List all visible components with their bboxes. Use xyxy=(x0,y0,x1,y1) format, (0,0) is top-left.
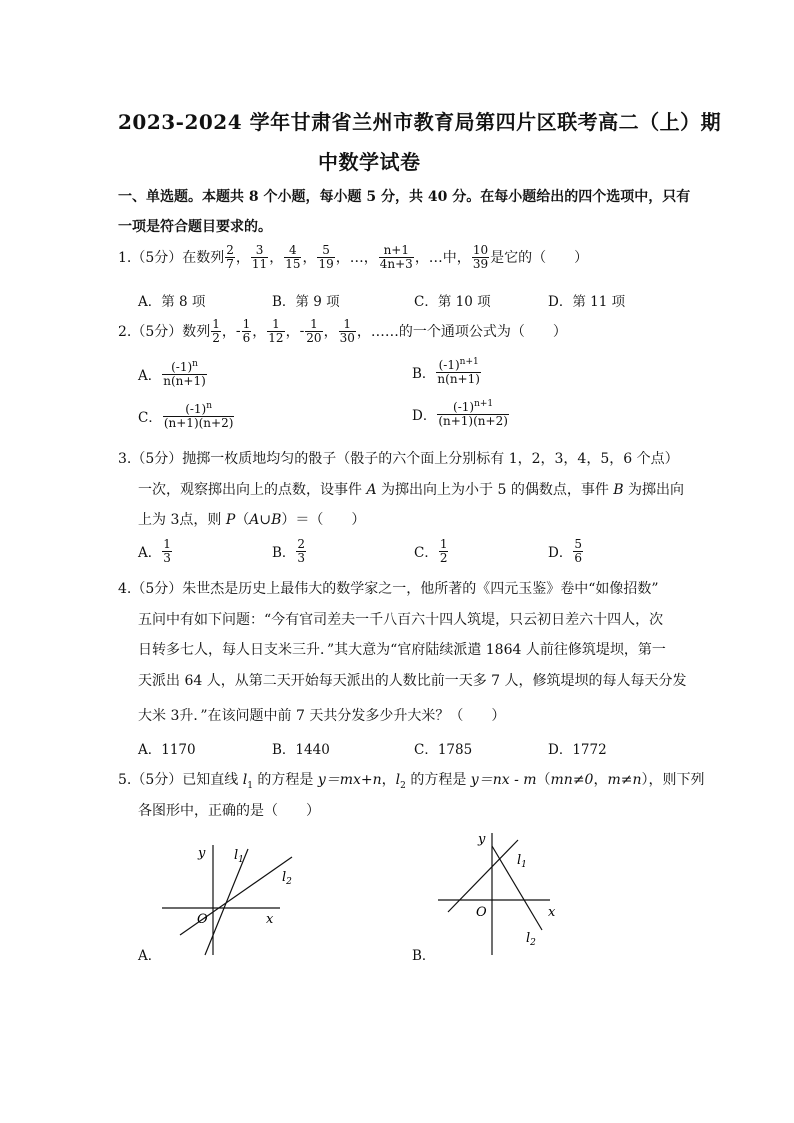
section-header-line2: 一项是符合题目要求的。 xyxy=(118,219,272,235)
graph-b-line-l1 xyxy=(448,840,518,912)
q2-option-b[interactable]: B． $\frac{(-1)^{n+1}}{n(n+1)}$ xyxy=(412,357,480,386)
graph-a-x-label: x xyxy=(266,912,274,927)
q5-option-b-label[interactable]: B． xyxy=(412,948,436,964)
q4-option-a[interactable]: A．1170 xyxy=(138,742,196,758)
q3-line3: 上为 3点，则 P（A∪B）＝（ ） xyxy=(138,512,366,528)
q4-option-d[interactable]: D．1772 xyxy=(548,742,607,758)
q1-target: $\frac{10}{39}$ xyxy=(472,243,489,271)
q4-line2: 五问中有如下问题：“今有官司差夫一千八百六十四人筑堤，只云初日差六十四人，次 xyxy=(138,612,664,628)
graph-b-y-label: y xyxy=(478,832,486,847)
q2-term-4-sign: - xyxy=(299,323,305,340)
q2-prefix: 2.（5分）数列 xyxy=(118,324,211,341)
q2-term-2-sign: - xyxy=(235,323,241,340)
q3-line1: 3.（5分）抛掷一枚质地均匀的骰子（骰子的六个面上分别标有 1，2，3，4，5，6 个点） xyxy=(118,451,679,467)
q5-line1: 5.（5分）已知直线 $l_1$ 的方程是 y＝mx+n，$l_2$ 的方程是 y＝nx - m（mn≠0，m≠n），则下列 xyxy=(118,772,705,791)
q4-line3: 日转多七人，每人日支米三升．”其大意为“官府陆续派遣 1864 人前往修筑堤坝，第一 xyxy=(138,642,666,658)
q1-frac-1: $\frac{2}{7}$ xyxy=(226,243,234,271)
graph-b-l1-label: $l_1$ xyxy=(517,853,527,870)
q4-line4: 天派出 64 人，从第二天开始每天派出的人数比前一天多 7 人，修筑堤坝的每人每天分发 xyxy=(138,673,687,689)
q5-graph-a xyxy=(150,835,300,960)
q1-frac-2: $\frac{3}{11}$ xyxy=(251,243,268,271)
q3-option-a[interactable]: A． $\frac{1}{3}$ xyxy=(138,537,171,565)
page-title-line2: 中数学试卷 xyxy=(318,150,421,174)
q2-term-4: $\frac{1}{20}$ xyxy=(306,317,322,345)
q2-term-2: $\frac{1}{6}$ xyxy=(242,317,251,345)
q5-graph-b xyxy=(430,828,570,960)
q1-frac-3: $\frac{4}{15}$ xyxy=(285,243,301,271)
q4-option-b[interactable]: B．1440 xyxy=(272,742,330,758)
q1-option-b[interactable]: B．第 9 项 xyxy=(272,294,340,310)
section-header-line1: 一、单选题。本题共 8 个小题，每小题 5 分，共 40 分。在每小题给出的四个选项中，只有 xyxy=(118,189,691,205)
graph-a-origin: O xyxy=(197,912,208,927)
q1-prefix: 1.（5分）在数列 xyxy=(118,250,225,267)
graph-b-x-label: x xyxy=(548,905,556,920)
q1-option-c[interactable]: C．第 10 项 xyxy=(414,294,491,310)
q2-option-d[interactable]: D． $\frac{(-1)^{n+1}}{(n+1)(n+2)}$ xyxy=(412,399,508,428)
q1-general-term: $\frac{n+1}{4n+3}$ xyxy=(379,243,413,271)
q1-suffix: 是它的（ ） xyxy=(490,250,589,267)
q4-line1: 4.（5分）朱世杰是历史上最伟大的数学家之一，他所著的《四元玉鉴》卷中“如像招数” xyxy=(118,581,659,597)
q2-term-1: $\frac{1}{2}$ xyxy=(212,317,220,345)
q1-mid: ，…中， xyxy=(414,250,471,267)
graph-b-l2-label: $l_2$ xyxy=(526,931,536,948)
q2-suffix: ，……的一个通项公式为（ ） xyxy=(356,324,567,341)
graph-a-l1-label: $l_1$ xyxy=(234,848,244,865)
q5-line2: 各图形中，正确的是（ ） xyxy=(138,803,320,819)
q1-option-d[interactable]: D．第 11 项 xyxy=(548,294,626,310)
q1-option-a[interactable]: A．第 8 项 xyxy=(138,294,206,310)
question-1-stem: 1.（5分）在数列 $\frac{2}{7}$ ， $\frac{3}{11}$ ， $\frac{4}{15}$ ， $\frac{5}{19}$ ，…， $\frac{n+1}{4n+3}$ ，…中， $\frac{10}{39}$ 是它的（ ） xyxy=(118,243,589,271)
q3-option-b[interactable]: B． $\frac{2}{3}$ xyxy=(272,537,306,565)
q2-option-c[interactable]: C． $\frac{(-1)^n}{(n+1)(n+2)}$ xyxy=(138,401,234,430)
graph-a-l2-label: $l_2$ xyxy=(282,870,292,887)
q4-option-c[interactable]: C．1785 xyxy=(414,742,473,758)
q2-option-a[interactable]: A． $\frac{(-1)^n}{n(n+1)}$ xyxy=(138,359,206,388)
q2-term-5: $\frac{1}{30}$ xyxy=(339,317,355,345)
q5-option-a-label[interactable]: A． xyxy=(138,948,162,964)
q2-term-3: $\frac{1}{12}$ xyxy=(268,317,284,345)
q3-line2: 一次，观察掷出向上的点数，设事件 A 为掷出向上为小于 5 的偶数点，事件 B 为掷出向 xyxy=(138,482,685,498)
q4-line5: 大米 3升．”在该问题中前 7 天共分发多少升大米？（ ） xyxy=(138,708,506,724)
q1-frac-4: $\frac{5}{19}$ xyxy=(318,243,334,271)
graph-b-origin: O xyxy=(476,905,487,920)
q3-option-c[interactable]: C． $\frac{1}{2}$ xyxy=(414,537,448,565)
graph-a-y-label: y xyxy=(198,846,206,861)
q3-option-d[interactable]: D． $\frac{5}{6}$ xyxy=(548,537,582,565)
q1-ellipsis: ，…， xyxy=(335,250,378,267)
page-title-line1: 2023-2024 学年甘肃省兰州市教育局第四片区联考高二（上）期 xyxy=(118,110,722,134)
question-2-stem: 2.（5分）数列 $\frac{1}{2}$ ， - $\frac{1}{6}$ ， $\frac{1}{12}$ ， - $\frac{1}{20}$ ， $\frac{1}{30}$ ，……的一个通项公式为（ ） xyxy=(118,317,567,345)
